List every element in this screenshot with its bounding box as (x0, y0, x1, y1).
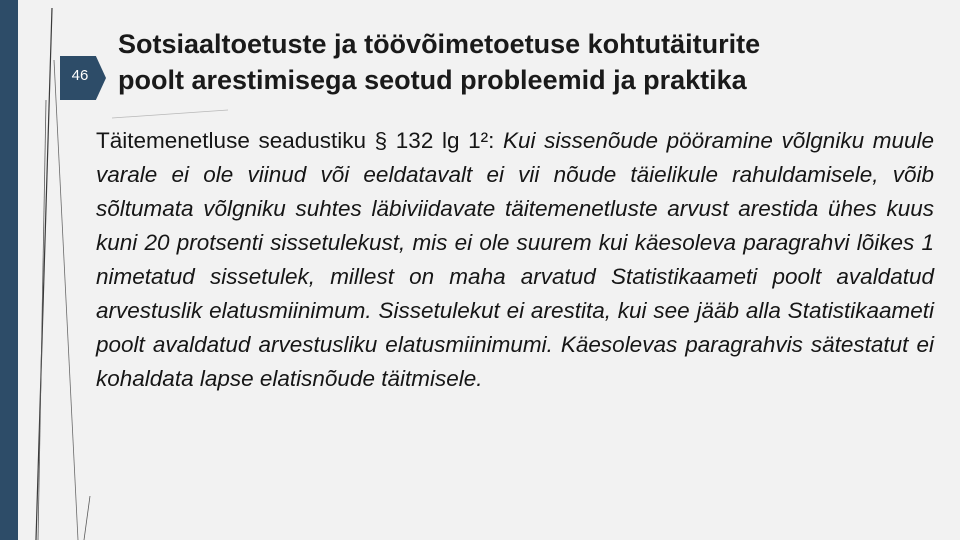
slide-title (118, 26, 928, 98)
law-reference: Täitemenetluse seadustiku § 132 lg 1²: (96, 128, 503, 153)
slide-title-line-1: Sotsiaaltoetuste ja töövõimetoetuse kohtutäiturite (118, 29, 761, 59)
body-paragraph (96, 124, 934, 396)
slide-title-line-2: poolt arestimisega seotud probleemid ja praktika (118, 65, 747, 95)
page-number: 46 (71, 67, 89, 84)
law-quote: Kui sissenõude pööramine võlgniku muule varale ei ole viinud või eeldatavalt ei vii nõude täielikule rahuldamisele, võib sõltumata võlgniku suhtes läbiviidavate täitemenetluste arvust arestida ühes kuus kuni 20 protsenti sissetulekust, mis ei ole suurem kui käesoleva paragrahvi lõikes 1 nimetatud sissetulek, millest on maha arvatud Statistikaameti poolt avaldatud arvestuslik elatusmiinimum. Sissetulekut ei arestita, kui see jääb alla Statistikaameti poolt avaldatud arvestusliku elatusmiinimumi. Käesolevas paragrahvis sätestatut ei kohaldata lapse elatisnõude täitmisele. (96, 128, 934, 391)
